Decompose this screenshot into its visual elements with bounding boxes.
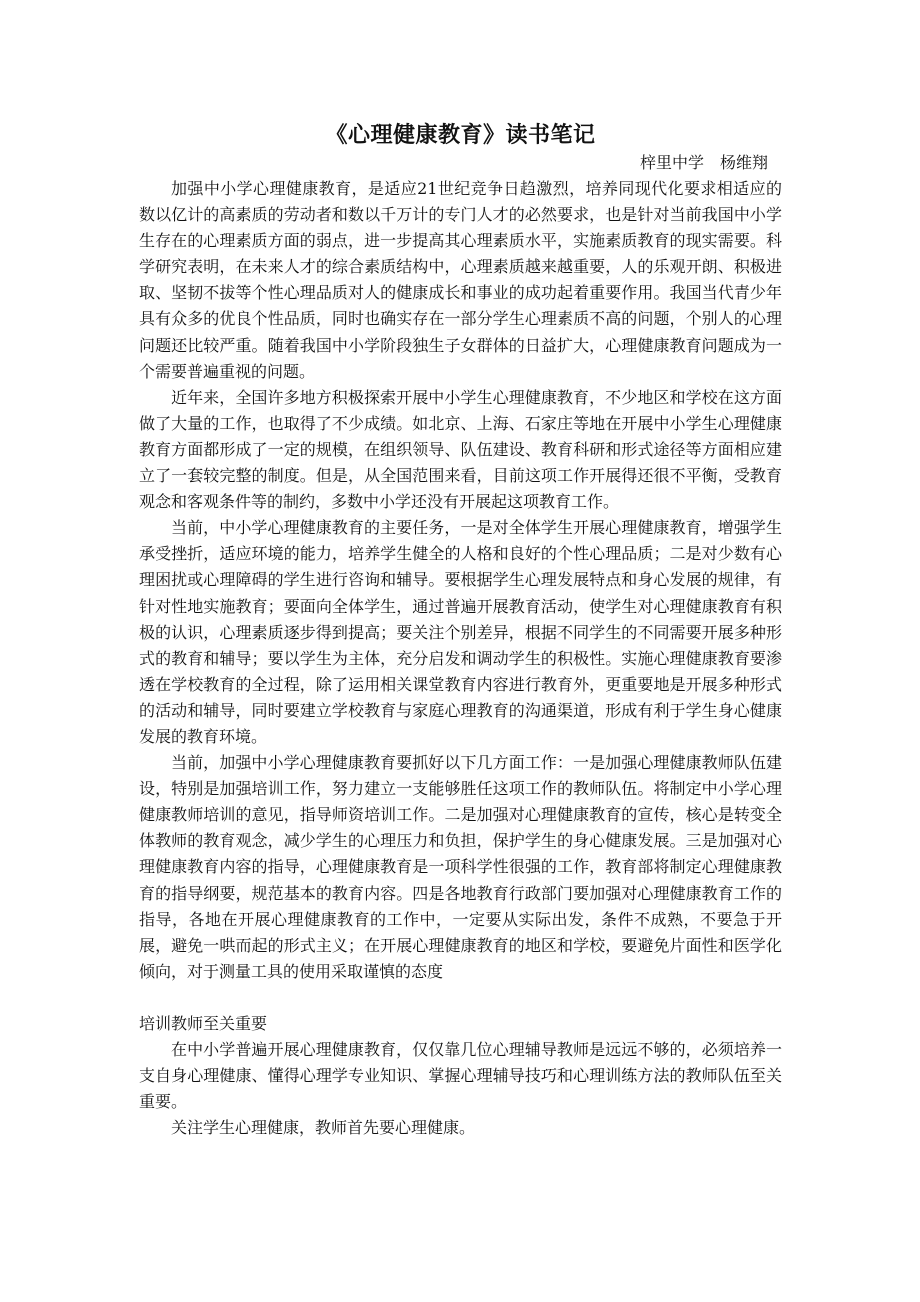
paragraph-2: 近年来，全国许多地方积极探索开展中小学生心理健康教育，不少地区和学校在这方面做了大量的工作，也取得了不少成绩。如北京、上海、石家庄等地在开展中小学生心理健康教育方面都形成了一定的规模，在组织领导、队伍建设、教育科研和形式途径等方面相应建立了一套较完整的制度。但是，从全国范围来看，目前这项工作开展得还很不平衡，受教育观念和客观条件等的制约，多数中小学还没有开展起这项教育工作。 bbox=[139, 387, 782, 512]
author-line: 梓里中学 杨维翔 bbox=[639, 153, 768, 172]
paragraph-3: 当前，中小学心理健康教育的主要任务，一是对全体学生开展心理健康教育，增强学生承受挫折，适应环境的能力，培养学生健全的人格和良好的个性心理品质；二是对少数有心理困扰或心理障碍的学生进行咨询和辅导。要根据学生心理发展特点和身心发展的规律，有针对性地实施教育；要面向全体学生，通过普遍开展教育活动，使学生对心理健康教育有积极的认识，心理素质逐步得到提高；要关注个别差异，根据不同学生的不同需要开展多种形式的教育和辅导；要以学生为主体，充分启发和调动学生的积极性。实施心理健康教育要渗透在学校教育的全过程，除了运用相关课堂教育内容进行教育外，更重要地是开展多种形式的活动和辅导，同时要建立学校教育与家庭心理教育的沟通渠道，形成有利于学生身心健康发展的教育环境。 bbox=[139, 518, 782, 746]
paragraph-1: 加强中小学心理健康教育，是适应21世纪竞争日趋激烈，培养同现代化要求相适应的数以亿计的高素质的劳动者和数以千万计的专门人才的必然要求，也是针对当前我国中小学生存在的心理素质方面的弱点，进一步提高其心理素质水平，实施素质教育的现实需要。科学研究表明，在未来人才的综合素质结构中，心理素质越来越重要，人的乐观开朗、积极进取、坚韧不拔等个性心理品质对人的健康成长和事业的成功起着重要作用。我国当代青少年具有众多的优良个性品质，同时也确实存在一部分学生心理素质不高的问题，个别人的心理问题还比较严重。随着我国中小学阶段独生子女群体的日益扩大，心理健康教育问题成为一个需要普遍重视的问题。 bbox=[139, 179, 782, 381]
document-title: 《心理健康教育》读书笔记 bbox=[325, 123, 596, 148]
section-paragraph-2: 关注学生心理健康，教师首先要心理健康。 bbox=[171, 1118, 476, 1138]
blank-line bbox=[139, 985, 782, 1011]
paragraph-4: 当前，加强中小学心理健康教育要抓好以下几方面工作：一是加强心理健康教师队伍建设，特别是加强培训工作，努力建立一支能够胜任这项工作的教师队伍。将制定中小学心理健康教师培训的意见，指导师资培训工作。二是加强对心理健康教育的宣传，核心是转变全体教师的教育观念，减少学生的心理压力和负担，保护学生的身心健康发展。三是加强对心理健康教育内容的指导，心理健康教育是一项科学性很强的工作，教育部将制定心理健康教育的指导纲要，规范基本的教育内容。四是各地教育行政部门要加强对心理健康教育工作的指导，各地在开展心理健康教育的工作中，一定要从实际出发，条件不成熟，不要急于开展，避免一哄而起的形式主义；在开展心理健康教育的地区和学校，要避免片面性和医学化倾向，对于测量工具的使用采取谨慎的态度 bbox=[139, 753, 782, 981]
section-paragraph-1: 在中小学普遍开展心理健康教育，仅仅靠几位心理辅导教师是远远不够的，必须培养一支自身心理健康、懂得心理学专业知识、掌握心理辅导技巧和心理训练方法的教师队伍至关重要。 bbox=[139, 1039, 782, 1112]
document-page bbox=[139, 118, 782, 1141]
section-heading: 培训教师至关重要 bbox=[139, 1013, 268, 1033]
